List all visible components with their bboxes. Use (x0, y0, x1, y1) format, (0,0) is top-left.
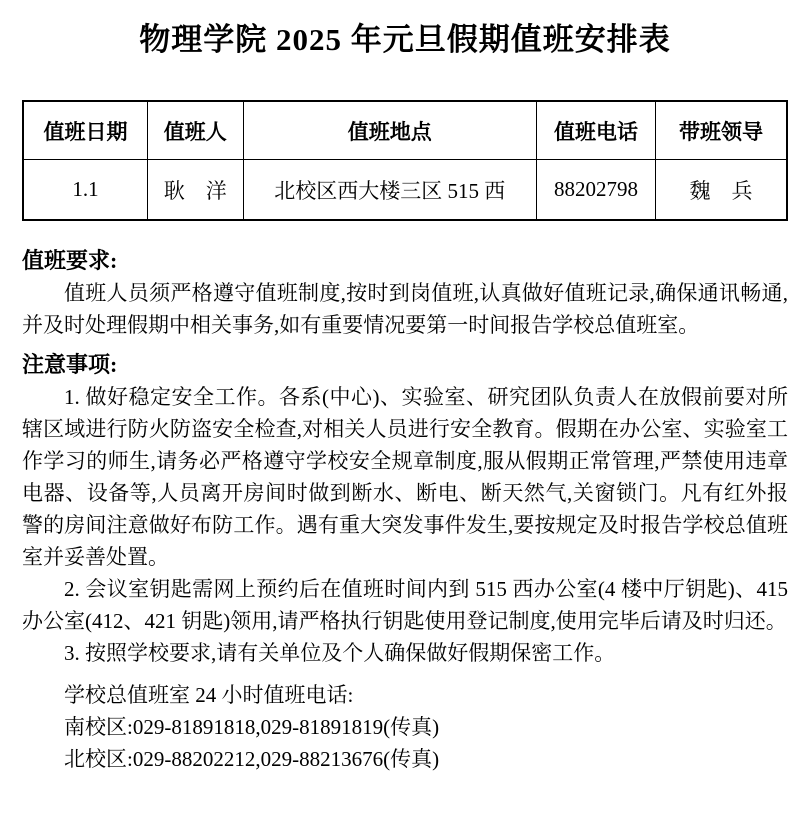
note-item-3: 3. 按照学校要求,请有关单位及个人确保做好假期保密工作。 (64, 641, 616, 666)
hotline-line-north-campus: 北校区:029-88202212,029-88213676(传真) (64, 747, 440, 772)
note-item-2: 2. 会议室钥匙需网上预约后在值班时间内到 515 西办公室(4 楼中厅钥匙)、415 办公室(412、421 钥匙)领用,请严格执行钥匙使用登记制度,使用完毕后请及时归还。 (22, 577, 788, 634)
table-row (23, 160, 787, 221)
cell-duty-date: 1.1 (23, 160, 148, 221)
column-header-duty-location: 值班地点 (243, 101, 536, 160)
notes-heading: 注意事项: (22, 352, 118, 378)
table-header-row (23, 101, 787, 160)
duty-requirements-heading: 值班要求: (22, 248, 118, 274)
cell-duty-phone: 88202798 (536, 160, 655, 221)
hotline-line-south-campus: 南校区:029-81891818,029-81891819(传真) (64, 715, 440, 740)
duty-schedule-table (22, 100, 788, 221)
cell-duty-leader: 魏 兵 (656, 160, 787, 221)
duty-requirements-body: 值班人员须严格遵守值班制度,按时到岗值班,认真做好值班记录,确保通讯畅通,并及时处理假期中相关事务,如有重要情况要第一时间报告学校总值班室。 (22, 281, 788, 338)
column-header-duty-person: 值班人 (148, 101, 244, 160)
cell-duty-person: 耿 洋 (148, 160, 244, 221)
page-title: 物理学院 2025 年元旦假期值班安排表 (139, 22, 671, 57)
column-header-duty-date: 值班日期 (23, 101, 148, 160)
column-header-duty-leader: 带班领导 (656, 101, 787, 160)
hotline-heading: 学校总值班室 24 小时值班电话: (64, 683, 354, 708)
column-header-duty-phone: 值班电话 (536, 101, 655, 160)
cell-duty-location: 北校区西大楼三区 515 西 (243, 160, 536, 221)
note-item-1: 1. 做好稳定安全工作。各系(中心)、实验室、研究团队负责人在放假前要对所辖区域进行防火防盗安全检查,对相关人员进行安全教育。假期在办公室、实验室工作学习的师生,请务必严格遵守学校安全规章制度,服从假期正常管理,严禁使用违章电器、设备等,人员离开房间时做到断水、断电、断天然气,关窗锁门。凡有红外报警的房间注意做好布防工作。遇有重大突发事件发生,要按规定及时报告学校总值班室并妥善处置。 (22, 385, 788, 570)
